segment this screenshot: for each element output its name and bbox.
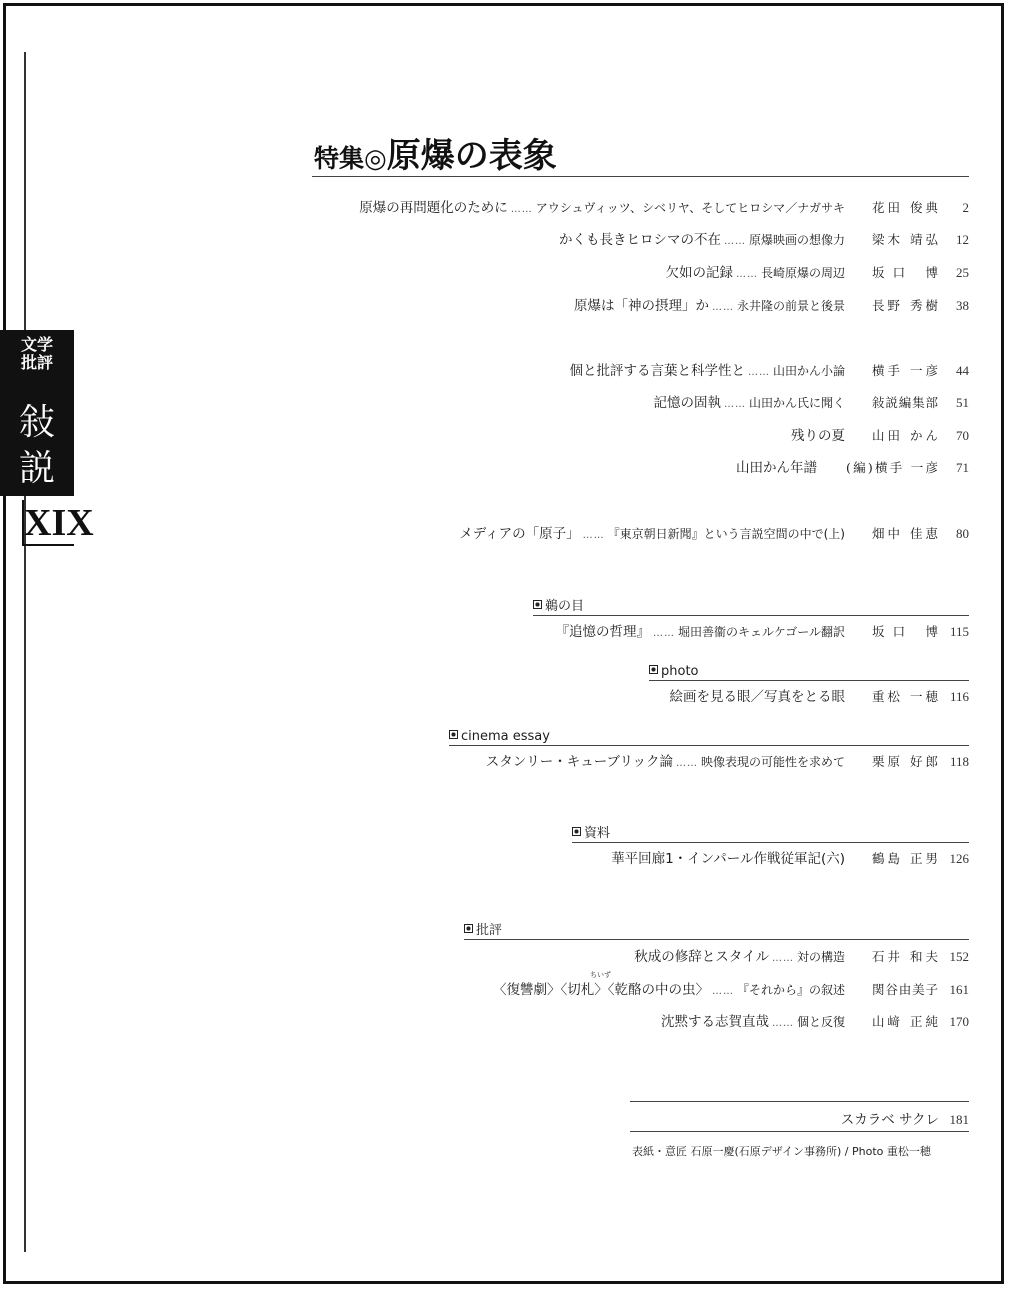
- title-rule: [312, 176, 969, 177]
- leader-dots: ……: [582, 530, 605, 541]
- section-rule: [464, 939, 969, 940]
- entry-subtitle: 原爆映画の想像力: [748, 233, 845, 247]
- entry-title: 原爆は「神の摂理」か: [573, 298, 709, 314]
- entry-title: スカラベ サクレ: [840, 1112, 939, 1128]
- entry-page: 25: [956, 265, 969, 280]
- section-label: photo: [661, 664, 699, 679]
- entry-text: [493, 978, 845, 1004]
- entry-author: 鶴島 正男: [872, 851, 938, 866]
- entry-page: 71: [956, 460, 969, 475]
- feature-prefix: 特集: [314, 144, 365, 173]
- entry-author: 坂口 博: [872, 624, 938, 639]
- spine-subtitle-line: 文学: [20, 335, 53, 354]
- entry-author: 敍説編集部: [872, 395, 938, 410]
- entry-subtitle: 『東京朝日新聞』という言説空間の中で(上): [607, 527, 845, 541]
- entry-title: スタンリー・キューブリック論: [485, 754, 673, 770]
- square-bullet-icon: [464, 924, 473, 933]
- entry-subtitle: 対の構造: [796, 950, 845, 964]
- entry-text: [574, 294, 845, 320]
- entry-title: 『追憶の哲理』: [555, 624, 650, 640]
- entry-page: 2: [962, 200, 969, 215]
- toc-entry[interactable]: [300, 261, 969, 285]
- leader-dots: ……: [711, 302, 734, 313]
- leader-dots: ……: [675, 758, 698, 769]
- toc-entry[interactable]: [300, 456, 969, 480]
- entry-title: 〈復讐劇〉〈切札〉〈乾酪の中の虫〉: [492, 982, 709, 998]
- leader-dots: ……: [510, 204, 533, 215]
- entry-page: 118: [949, 754, 969, 769]
- entry-subtitle: 個と反復: [796, 1015, 845, 1029]
- footer-rule: [630, 1101, 969, 1102]
- square-bullet-icon: [449, 730, 458, 739]
- journal-spine: [0, 330, 94, 548]
- toc-entry[interactable]: [300, 294, 969, 318]
- entry-author: 横手 一彦: [872, 363, 938, 378]
- entry-page: 44: [956, 363, 969, 378]
- entry-page: 181: [949, 1112, 969, 1127]
- entry-subtitle: 長崎原爆の周辺: [760, 266, 845, 280]
- section-heading: [449, 728, 550, 746]
- entry-subtitle: 山田かん氏に聞く: [748, 396, 845, 410]
- entry-page: 161: [949, 982, 969, 997]
- entry-author: 畑中 佳恵: [872, 526, 938, 541]
- section-rule: [533, 615, 969, 616]
- design-credit: 表紙・意匠 石原一慶(石原デザイン事務所) / Photo 重松一穂: [632, 1145, 931, 1158]
- entry-text: [555, 620, 845, 646]
- entry-author: (編)横手 一彦: [846, 460, 938, 475]
- toc-entry[interactable]: [300, 424, 969, 448]
- toc-entry[interactable]: [300, 359, 969, 383]
- toc-entry[interactable]: [300, 620, 969, 644]
- entry-title: 秋成の修辞とスタイル: [634, 949, 769, 965]
- section-rule: [649, 680, 969, 681]
- entry-page: 80: [956, 526, 969, 541]
- entry-author: 関谷由美子: [872, 982, 938, 997]
- leader-dots: ……: [735, 269, 758, 280]
- entry-page: 70: [956, 428, 969, 443]
- entry-title: 個と批評する言葉と科学性と: [569, 363, 745, 379]
- entry-title: 華平回廊1・インパール作戦従軍記(六): [611, 851, 845, 867]
- entry-subtitle: 山田かん小論: [772, 364, 845, 378]
- double-circle-icon: ◎: [364, 144, 387, 174]
- entry-text: [791, 424, 845, 449]
- spine-char: 説: [18, 448, 55, 489]
- spine-char: 敍: [18, 402, 55, 443]
- entry-subtitle: 映像表現の可能性を求めて: [700, 755, 845, 769]
- entry-page: 170: [949, 1014, 969, 1029]
- leader-dots: ……: [652, 628, 675, 639]
- entry-page: 116: [949, 689, 969, 704]
- entry-text: [611, 847, 845, 872]
- section-rule: [572, 842, 969, 843]
- entry-text: [359, 196, 845, 222]
- leader-dots: ……: [771, 953, 794, 964]
- square-bullet-icon: [533, 600, 542, 609]
- section-label: 批評: [476, 923, 503, 938]
- leader-dots: ……: [771, 1018, 794, 1029]
- section-label: 資料: [584, 826, 611, 841]
- entry-text: [670, 685, 846, 710]
- margin-rule: [24, 52, 26, 1252]
- entry-title: 原爆の再問題化のために: [359, 200, 508, 216]
- entry-author: 栗原 好郎: [872, 754, 938, 769]
- entry-text: [841, 1108, 939, 1133]
- toc-entry[interactable]: [300, 391, 969, 415]
- section-label: cinema essay: [461, 729, 550, 744]
- toc-entry[interactable]: [300, 685, 969, 709]
- square-bullet-icon: [572, 827, 581, 836]
- volume-number: XIX: [24, 502, 94, 544]
- leader-dots: ……: [711, 986, 734, 997]
- entry-author: 山田 かん: [872, 428, 938, 443]
- entry-title: 絵画を見る眼／写真をとる眼: [669, 689, 845, 705]
- square-bullet-icon: [649, 665, 658, 674]
- toc-entry[interactable]: [300, 196, 969, 220]
- entry-author: 山﨑 正純: [872, 1014, 938, 1029]
- feature-title-text: 原爆の表象: [386, 136, 557, 176]
- toc-entry[interactable]: [300, 750, 969, 774]
- spine-subtitle: [0, 336, 74, 372]
- entry-text: [634, 945, 845, 971]
- entry-author: 石井 和夫: [872, 949, 938, 964]
- section-label: 鵜の目: [545, 599, 585, 614]
- section-heading: [649, 663, 699, 681]
- entry-author: 長野 秀樹: [872, 298, 938, 313]
- entry-subtitle: 永井隆の前景と後景: [736, 299, 845, 313]
- entry-text: [459, 522, 845, 548]
- entry-author: 花田 俊典: [872, 200, 938, 215]
- entry-text: [559, 228, 845, 254]
- entry-subtitle: アウシュヴィッツ、シベリヤ、そしてヒロシマ／ナガサキ: [535, 201, 845, 215]
- entry-page: 115: [949, 624, 969, 639]
- entry-author: 坂口 博: [872, 265, 938, 280]
- entry-title: 残りの夏: [791, 428, 845, 444]
- ruby-reading: ちいず: [590, 971, 611, 979]
- entry-title: かくも長きヒロシマの不在: [558, 232, 721, 248]
- toc-entry[interactable]: [300, 228, 969, 252]
- entry-text: [661, 1010, 845, 1036]
- spine-subtitle-line: 批評: [20, 353, 53, 372]
- leader-dots: ……: [723, 399, 746, 410]
- spine-journal-name: [0, 400, 74, 492]
- entry-page: 51: [956, 395, 969, 410]
- toc-entry-footer[interactable]: [300, 1108, 969, 1132]
- leader-dots: ……: [723, 236, 746, 247]
- entry-title: 山田かん年譜: [736, 460, 817, 476]
- entry-title: 沈黙する志賀直哉: [660, 1014, 769, 1030]
- spine-block: [0, 330, 74, 496]
- entry-text: [665, 261, 845, 287]
- entry-page: 38: [956, 298, 969, 313]
- entry-title: 欠如の記録: [665, 265, 733, 281]
- toc-entry[interactable]: [300, 522, 969, 546]
- entry-title: 記憶の固執: [653, 395, 721, 411]
- footer-rule: [630, 1131, 969, 1132]
- entry-text: [486, 750, 845, 776]
- section-heading: [464, 922, 502, 940]
- feature-title: [314, 128, 557, 177]
- entry-page: 12: [956, 232, 969, 247]
- toc-entry[interactable]: [300, 978, 969, 1002]
- toc-entry[interactable]: [300, 945, 969, 969]
- entry-page: 126: [949, 851, 969, 866]
- entry-text: [736, 456, 817, 481]
- toc-entry[interactable]: [300, 847, 969, 871]
- entry-subtitle: 『それから』の叙述: [736, 983, 845, 997]
- entry-page: 152: [949, 949, 969, 964]
- section-heading: [533, 598, 584, 616]
- entry-author: 梁木 靖弘: [872, 232, 938, 247]
- toc-entry[interactable]: [300, 1010, 969, 1034]
- entry-text: [569, 359, 845, 385]
- entry-title: メディアの「原子」: [459, 526, 580, 542]
- entry-author: 重松 一穂: [872, 689, 938, 704]
- leader-dots: ……: [747, 367, 770, 378]
- entry-subtitle: 堀田善衞のキェルケゴール翻訳: [677, 625, 845, 639]
- section-rule: [449, 745, 969, 746]
- section-heading: [572, 825, 610, 843]
- entry-text: [653, 391, 845, 417]
